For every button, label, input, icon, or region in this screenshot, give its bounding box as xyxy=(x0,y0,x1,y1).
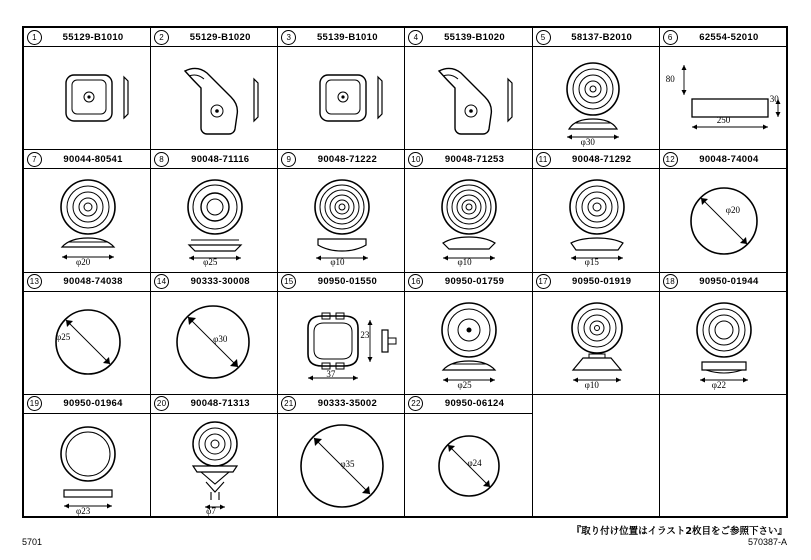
item-number-badge: 15 xyxy=(281,274,296,289)
item-number-badge: 11 xyxy=(536,152,551,167)
part-number: 90048-71313 xyxy=(190,398,250,410)
dimension-label: φ15 xyxy=(584,257,599,268)
cell-header xyxy=(533,28,659,47)
bracket-clip-icon xyxy=(151,47,277,150)
parts-cell-13[interactable] xyxy=(24,272,151,394)
part-number: 62554-52010 xyxy=(699,31,759,43)
dimension-label: φ25 xyxy=(56,331,71,342)
cell-header xyxy=(24,150,150,169)
part-number: 55129-B1010 xyxy=(62,31,124,43)
table-row xyxy=(24,272,787,394)
cell-illustration xyxy=(151,47,277,150)
dimension-label: φ10 xyxy=(584,379,599,390)
parts-cell-15[interactable] xyxy=(278,272,405,394)
cell-header xyxy=(278,150,404,169)
dimension-height-label: 23 xyxy=(360,329,370,340)
parts-cell-8[interactable] xyxy=(151,150,278,272)
plain-circle-icon xyxy=(660,169,786,272)
cell-header xyxy=(24,28,150,47)
dimension-thickness-label: 30 xyxy=(769,94,779,104)
item-number-badge: 21 xyxy=(281,396,296,411)
part-number: 90048-71116 xyxy=(191,153,250,165)
dimension-label: φ25 xyxy=(457,379,472,390)
part-number: 58137-B2010 xyxy=(571,31,633,43)
rect-block-icon xyxy=(660,47,786,150)
cell-illustration xyxy=(405,47,531,150)
parts-chart-sheet xyxy=(22,26,788,518)
part-number: 90950-01550 xyxy=(317,276,378,287)
table-row xyxy=(24,150,787,272)
cell-header xyxy=(24,273,150,292)
square-clip-icon xyxy=(278,47,404,150)
parts-cell-2[interactable] xyxy=(151,28,278,150)
item-number-badge: 5 xyxy=(536,30,551,45)
dimension-label: φ10 xyxy=(457,257,472,268)
cell-illustration xyxy=(660,413,786,516)
item-number-badge: 2 xyxy=(154,30,169,45)
dimension-label: φ20 xyxy=(76,257,91,268)
dimension-label: φ20 xyxy=(725,205,740,216)
part-number: 90044-80541 xyxy=(63,153,123,165)
parts-cell-empty-1 xyxy=(532,394,659,516)
parts-cell-20[interactable] xyxy=(151,394,278,516)
cell-header xyxy=(151,273,277,292)
item-number-badge: 9 xyxy=(281,152,296,167)
parts-cell-18[interactable] xyxy=(659,272,786,394)
item-number-badge: 10 xyxy=(408,152,423,167)
part-number: 55139-B1020 xyxy=(444,31,505,43)
cell-header xyxy=(660,150,786,169)
parts-cell-7[interactable] xyxy=(24,150,151,272)
parts-cell-1[interactable] xyxy=(24,28,151,150)
cell-header xyxy=(533,395,659,413)
item-number-badge: 12 xyxy=(663,152,678,167)
part-number: 90048-71222 xyxy=(317,153,378,165)
cell-illustration xyxy=(24,414,150,517)
part-number: 90048-74004 xyxy=(699,153,759,165)
cell-illustration xyxy=(278,47,404,150)
pine-tree-clip-icon xyxy=(151,414,277,517)
item-number-badge: 14 xyxy=(154,274,169,289)
cell-header xyxy=(278,28,404,47)
item-number-badge: 17 xyxy=(536,274,551,289)
dimension-label: φ23 xyxy=(76,505,91,516)
plain-circle-icon xyxy=(24,292,150,395)
item-number-badge: 3 xyxy=(281,30,296,45)
parts-cell-6[interactable] xyxy=(659,28,786,150)
footnote-text: 『取り付け位置はイラスト2枚目をご参照下さい』 xyxy=(571,526,787,537)
dimension-label: φ22 xyxy=(711,379,726,390)
cell-illustration xyxy=(533,413,659,516)
cell-illustration xyxy=(660,47,786,150)
table-row xyxy=(24,28,787,150)
parts-cell-17[interactable] xyxy=(532,272,659,394)
parts-cell-12[interactable] xyxy=(659,150,786,272)
square-clip-icon xyxy=(24,47,150,150)
cell-illustration xyxy=(533,47,659,150)
drawing-id: 570387-A xyxy=(747,537,787,547)
cell-illustration xyxy=(405,292,531,395)
item-number-badge: 16 xyxy=(408,274,423,289)
item-number-badge: 6 xyxy=(663,30,678,45)
cell-header xyxy=(278,273,404,292)
part-number: 90048-74038 xyxy=(63,276,123,287)
item-number-badge: 20 xyxy=(154,396,169,411)
item-number-badge: 4 xyxy=(408,30,423,45)
cell-illustration xyxy=(151,414,277,517)
cell-illustration xyxy=(533,292,659,395)
part-number: 90048-71253 xyxy=(444,153,505,165)
cell-illustration xyxy=(533,169,659,272)
parts-cell-4[interactable] xyxy=(405,28,532,150)
ring-plug-icon xyxy=(24,414,150,517)
cell-illustration xyxy=(151,169,277,272)
dimension-label: φ24 xyxy=(467,457,482,468)
dimension-width-label: 37 xyxy=(326,368,336,379)
cell-illustration xyxy=(24,47,150,150)
parts-cell-3[interactable] xyxy=(278,28,405,150)
item-number-badge: 13 xyxy=(27,274,42,289)
page-number: 5701 xyxy=(22,537,43,547)
parts-cell-21[interactable] xyxy=(278,394,405,516)
cell-header xyxy=(405,395,531,414)
part-number: 90950-01964 xyxy=(63,398,123,410)
cell-header xyxy=(660,273,786,292)
cell-header xyxy=(660,28,786,47)
parts-cell-16[interactable] xyxy=(405,272,532,394)
part-number: 55139-B1010 xyxy=(316,31,378,43)
item-number-badge: 1 xyxy=(27,30,42,45)
cell-illustration xyxy=(278,414,404,517)
part-number: 55129-B1020 xyxy=(189,31,251,43)
parts-cell-19[interactable] xyxy=(24,394,151,516)
part-number: 90950-01759 xyxy=(444,276,505,287)
cell-header xyxy=(405,273,531,292)
part-number: 90950-01919 xyxy=(572,276,632,287)
cell-header xyxy=(533,150,659,169)
dimension-label: φ10 xyxy=(330,257,345,268)
cell-illustration xyxy=(24,292,150,395)
item-number-badge: 22 xyxy=(408,396,423,411)
dimension-label: φ30 xyxy=(580,137,595,147)
parts-cell-9[interactable] xyxy=(278,150,405,272)
cell-header xyxy=(151,395,277,414)
dimension-label: φ30 xyxy=(213,333,228,344)
cell-illustration xyxy=(151,292,277,395)
item-number-badge: 8 xyxy=(154,152,169,167)
parts-cell-22[interactable] xyxy=(405,394,532,516)
cell-illustration xyxy=(660,169,786,272)
part-number: 90950-06124 xyxy=(444,398,505,410)
parts-cell-5[interactable] xyxy=(532,28,659,150)
oval-clip-icon xyxy=(278,292,404,395)
cell-header xyxy=(405,28,531,47)
round-grommet-icon xyxy=(533,47,659,150)
dimension-label: φ7 xyxy=(206,505,216,516)
cell-illustration xyxy=(405,169,531,272)
parts-cell-empty-2 xyxy=(659,394,786,516)
part-number: 90048-71292 xyxy=(572,153,632,165)
cell-header xyxy=(151,150,277,169)
parts-grid xyxy=(23,27,787,517)
part-number: 90333-35002 xyxy=(317,398,378,410)
part-number: 90950-01944 xyxy=(699,276,759,287)
parts-cell-14[interactable] xyxy=(151,272,278,394)
dimension-label: φ35 xyxy=(340,458,355,469)
parts-cell-11[interactable] xyxy=(532,150,659,272)
cell-illustration xyxy=(660,292,786,395)
cell-header xyxy=(278,395,404,414)
cell-header xyxy=(405,150,531,169)
cell-illustration xyxy=(405,414,531,517)
cell-illustration xyxy=(278,169,404,272)
dimension-height-label: 80 xyxy=(665,74,675,84)
cell-illustration xyxy=(24,169,150,272)
cell-header xyxy=(660,395,786,413)
dimension-width-label: 250 xyxy=(716,115,731,125)
cell-illustration xyxy=(278,292,404,395)
item-number-badge: 18 xyxy=(663,274,678,289)
item-number-badge: 19 xyxy=(27,396,42,411)
part-number: 90333-30008 xyxy=(190,276,250,287)
cell-header xyxy=(151,28,277,47)
table-row xyxy=(24,394,787,516)
item-number-badge: 7 xyxy=(27,152,42,167)
cell-header xyxy=(24,395,150,414)
cell-header xyxy=(533,273,659,292)
parts-cell-10[interactable] xyxy=(405,150,532,272)
bracket-clip-icon xyxy=(405,47,531,150)
dimension-label: φ25 xyxy=(203,257,218,268)
